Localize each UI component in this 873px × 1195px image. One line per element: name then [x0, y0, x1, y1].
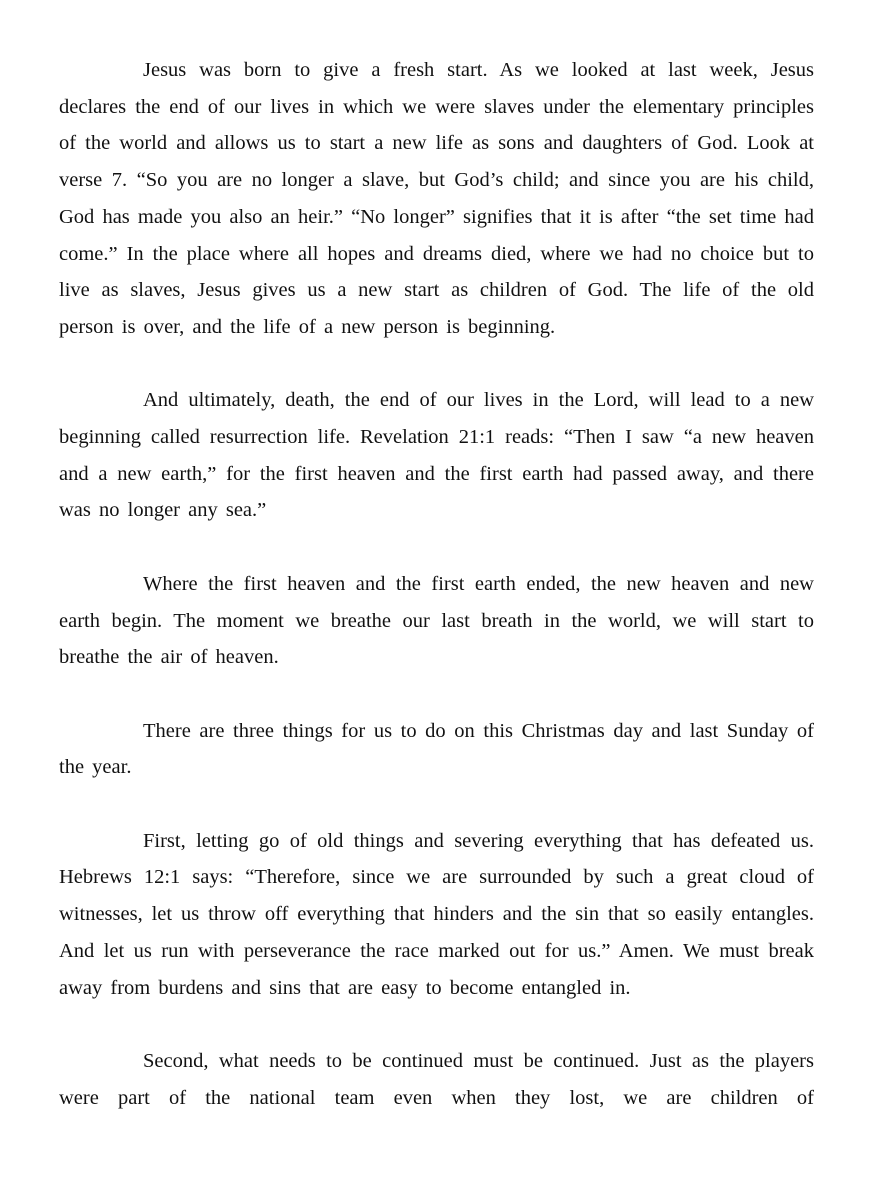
- paragraph-resurrection-life: And ultimately, death, the end of our lives in the Lord, will lead to a new beginning called resurrection life. Revelation 21:1 reads: “Then I saw “a new heaven and a new earth,” for the first heaven and the first earth had passed away, and there was no longer any sea.”: [59, 389, 814, 522]
- document-page: [59, 52, 814, 1116]
- paragraph-new-heaven: Where the first heaven and the first earth ended, the new heaven and new earth begin. The moment we breathe our last breath in the world, we will start to breathe the air of heaven.: [59, 572, 814, 669]
- paragraph-fresh-start: Jesus was born to give a fresh start. As we looked at last week, Jesus declares the end of our lives in which we were slaves under the elementary principles of the world and allows us to start a new life as sons and daughters of God. Look at verse 7. “So you are no longer a slave, but God’s child; and since you are his child, God has made you also an heir.” “No longer” signifies that it is after “the set time had come.” In the place where all hopes and dreams died, where we had no choice but to live as slaves, Jesus gives us a new start as children of God. The life of the old person is over, and the life of a new person is beginning.: [59, 59, 814, 338]
- paragraph-three-things: There are three things for us to do on this Christmas day and last Sunday of the year.: [59, 719, 814, 779]
- paragraph-second-thing: Second, what needs to be continued must be continued. Just as the players were part of the national team even when they lost, we are children of: [59, 1049, 814, 1109]
- paragraph-first-thing: First, letting go of old things and severing everything that has defeated us. Hebrews 12:1 says: “Therefore, since we are surrounded by such a great cloud of witnesses, let us throw off everything that hinders and the sin that so easily entangles. And let us run with perseverance the race marked out for us.” Amen. We must break away from burdens and sins that are easy to become entangled in.: [59, 829, 814, 999]
